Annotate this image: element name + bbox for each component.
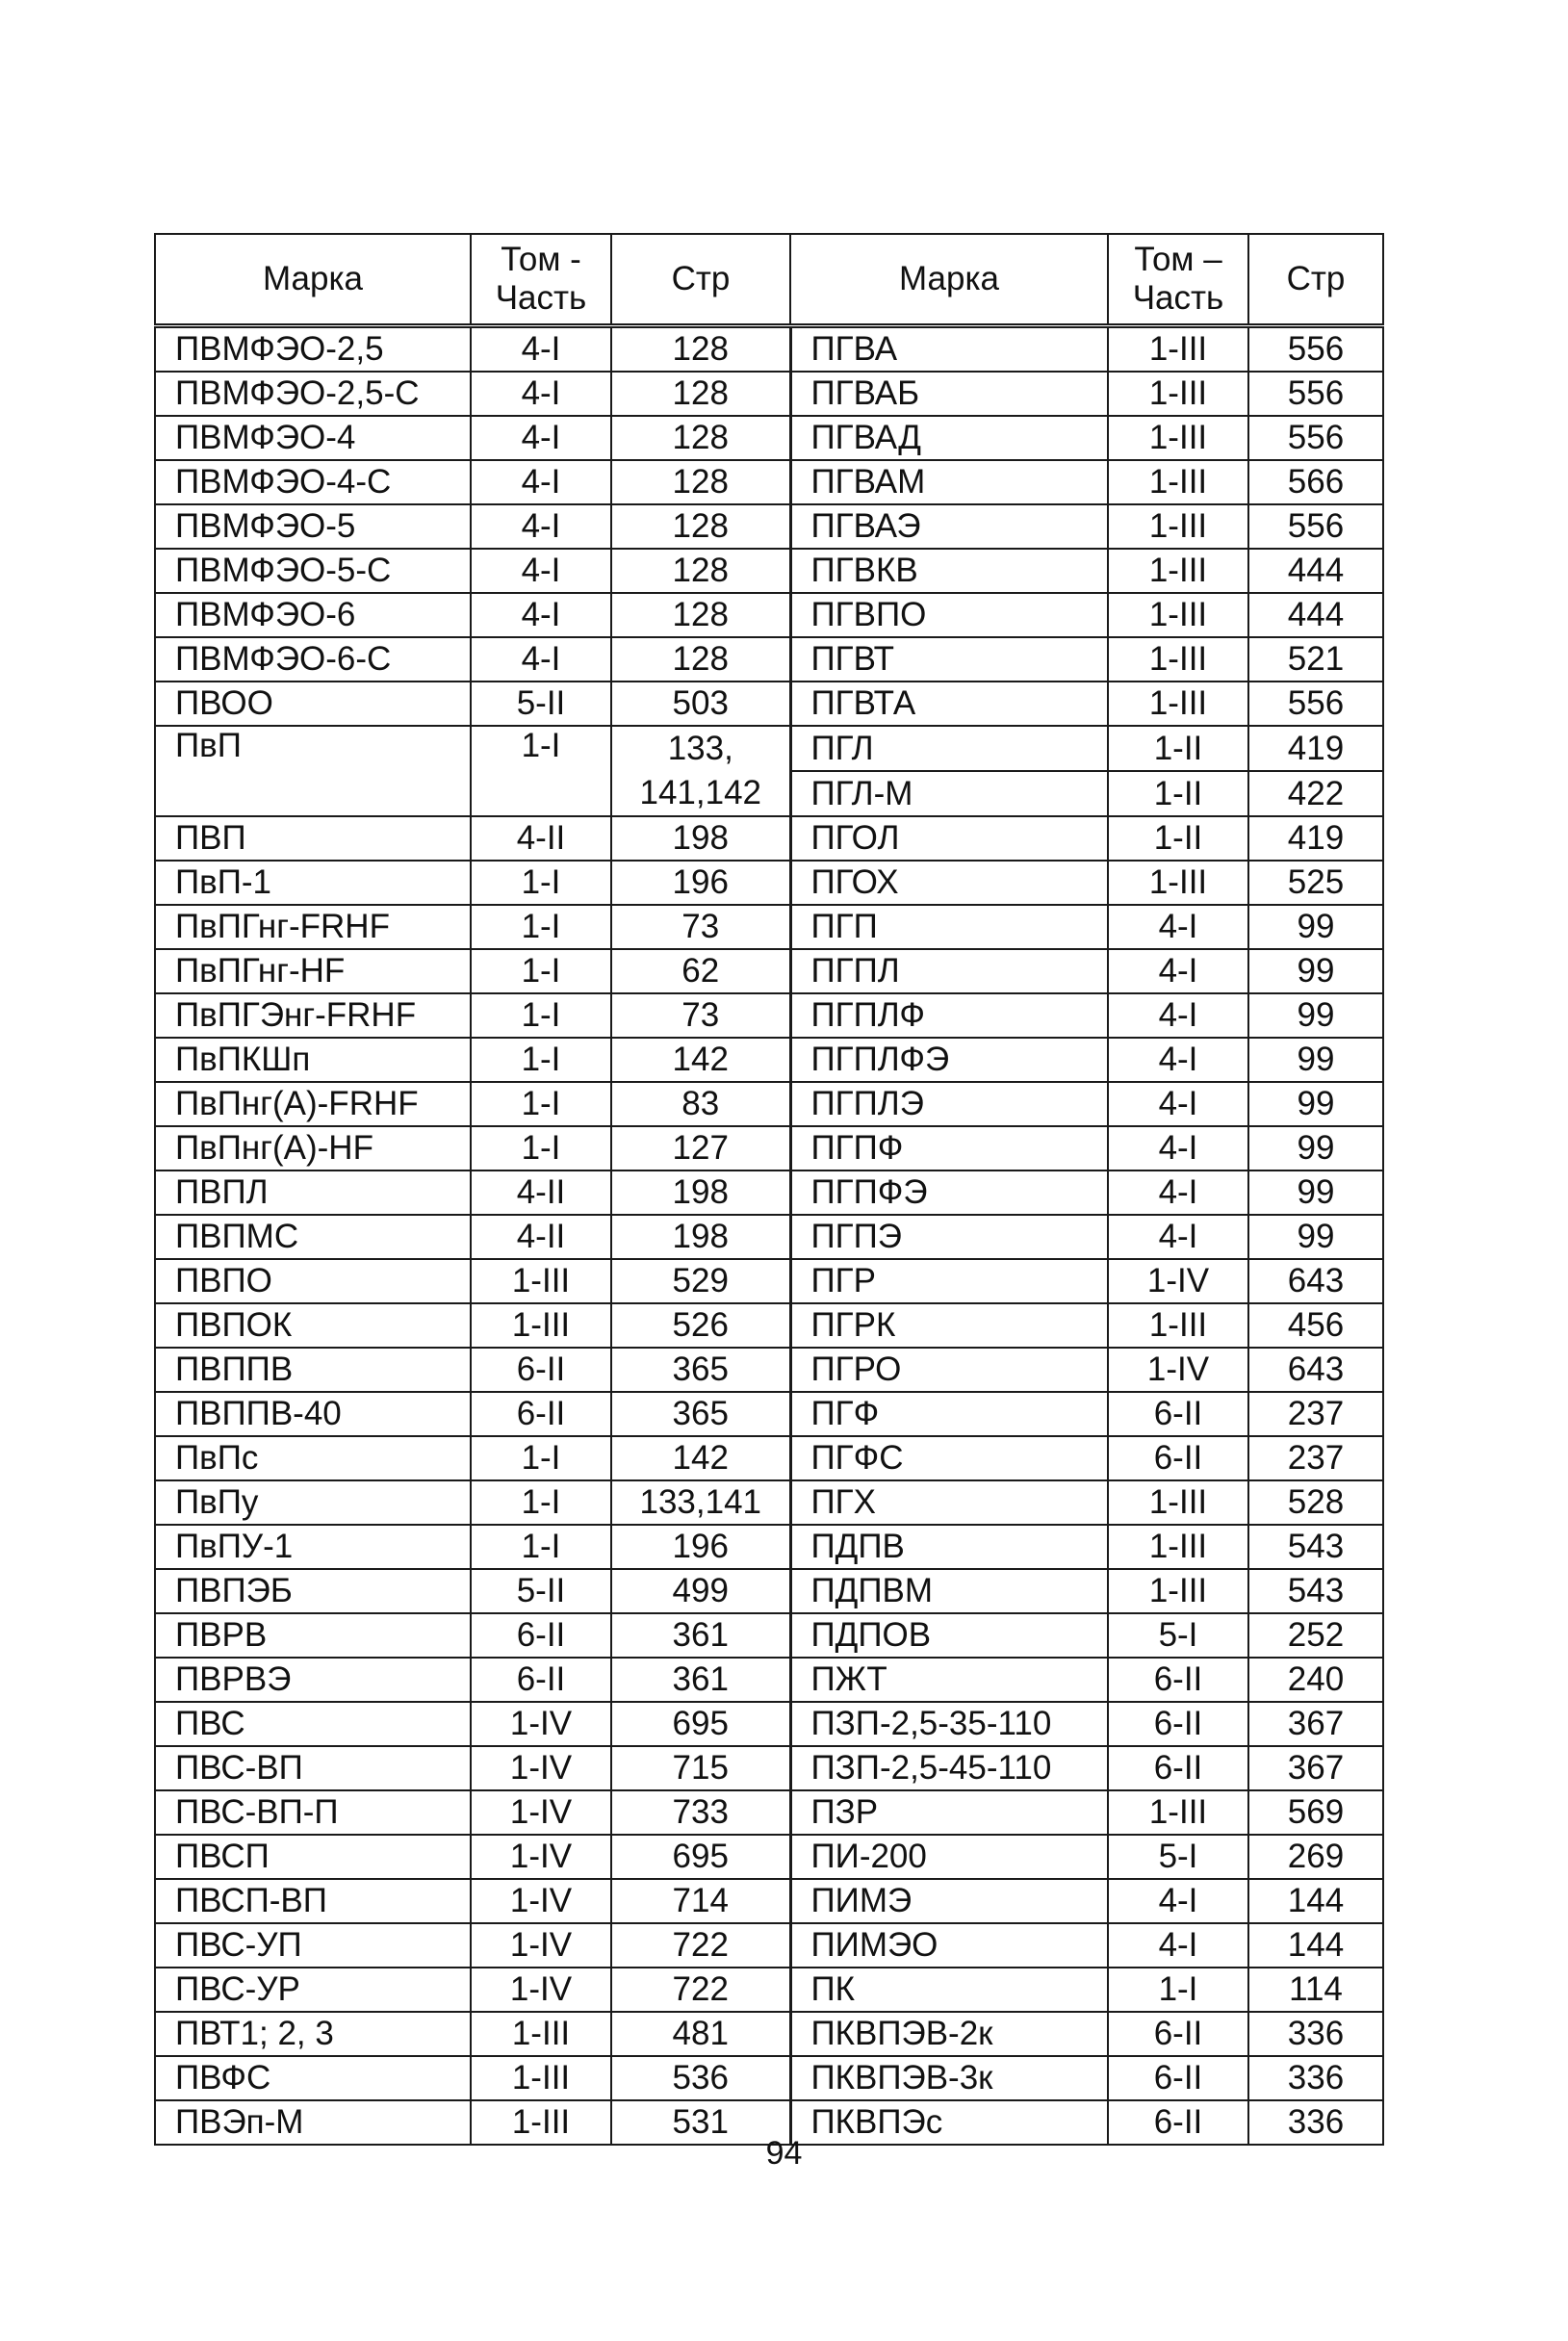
cell-marka-2: ПКВПЭВ-2к bbox=[790, 2012, 1108, 2056]
cell-marka: ПВМФЭО-6-С bbox=[155, 637, 471, 682]
cell-str: 127 bbox=[611, 1126, 790, 1170]
cell-marka-2: ПГРК bbox=[790, 1303, 1108, 1348]
cell-tom-chast-2: 4-I bbox=[1108, 1038, 1248, 1082]
cell-str-line: 141,142 bbox=[639, 774, 762, 811]
cell-str-2: 419 bbox=[1248, 726, 1383, 771]
cell-marka-2: ПГПЛЭ bbox=[790, 1082, 1108, 1126]
cell-tom-chast-2: 1-III bbox=[1108, 637, 1248, 682]
cell-tom-chast: 4-I bbox=[471, 593, 611, 637]
cell-tom-chast-2: 1-III bbox=[1108, 1303, 1248, 1348]
cell-marka: ПВМФЭО-6 bbox=[155, 593, 471, 637]
table-row bbox=[155, 1835, 1383, 1879]
cell-str-2: 99 bbox=[1248, 1038, 1383, 1082]
table-header bbox=[155, 234, 1383, 326]
cell-marka: ПВС-УР bbox=[155, 1968, 471, 2012]
cell-tom-chast: 5-II bbox=[471, 682, 611, 726]
cell-tom-chast: 6-II bbox=[471, 1392, 611, 1436]
cell-marka: ПВРВ bbox=[155, 1613, 471, 1658]
cell-tom-chast: 4-I bbox=[471, 460, 611, 504]
cell-tom-chast: 1-III bbox=[471, 1303, 611, 1348]
cell-marka: ПВМФЭО-5 bbox=[155, 504, 471, 549]
cell-tom-chast-2: 1-III bbox=[1108, 504, 1248, 549]
cell-str-2: 336 bbox=[1248, 2056, 1383, 2100]
cell-str: 73 bbox=[611, 993, 790, 1038]
table-row bbox=[155, 949, 1383, 993]
cell-tom-chast: 4-I bbox=[471, 326, 611, 373]
cell-tom-chast: 4-I bbox=[471, 637, 611, 682]
table-row bbox=[155, 1082, 1383, 1126]
table-row bbox=[155, 2012, 1383, 2056]
table-row bbox=[155, 1613, 1383, 1658]
cell-tom-chast-2: 5-I bbox=[1108, 1613, 1248, 1658]
table-row bbox=[155, 1259, 1383, 1303]
cell-tom-chast: 1-I bbox=[471, 726, 611, 816]
cell-marka-2: ПДПОВ bbox=[790, 1613, 1108, 1658]
cell-tom-chast-2: 6-II bbox=[1108, 1436, 1248, 1480]
cell-tom-chast: 4-II bbox=[471, 1215, 611, 1259]
table-row bbox=[155, 1790, 1383, 1835]
cell-tom-chast-2: 1-III bbox=[1108, 326, 1248, 373]
cell-str: 142 bbox=[611, 1436, 790, 1480]
cell-marka: ПВМФЭО-2,5-С bbox=[155, 372, 471, 416]
table-row bbox=[155, 416, 1383, 460]
cell-str: 198 bbox=[611, 1170, 790, 1215]
cell-marka-2: ПГР bbox=[790, 1259, 1108, 1303]
cell-tom-chast: 1-I bbox=[471, 861, 611, 905]
table-row bbox=[155, 816, 1383, 861]
cell-tom-chast-2: 1-III bbox=[1108, 682, 1248, 726]
col-header-chast-2: Часть bbox=[1132, 279, 1224, 317]
cell-str-2: 556 bbox=[1248, 372, 1383, 416]
cell-marka: ПВТ1; 2, 3 bbox=[155, 2012, 471, 2056]
cell-marka: ПВФС bbox=[155, 2056, 471, 2100]
cell-marka: ПвПГнг-HF bbox=[155, 949, 471, 993]
cell-str: 196 bbox=[611, 1525, 790, 1569]
table-row bbox=[155, 326, 1383, 373]
cell-tom-chast-2: 1-III bbox=[1108, 593, 1248, 637]
cell-str-2: 444 bbox=[1248, 593, 1383, 637]
cell-marka-2: ПГПЛФ bbox=[790, 993, 1108, 1038]
cell-marka: ПВС-ВП-П bbox=[155, 1790, 471, 1835]
cell-str: 128 bbox=[611, 416, 790, 460]
cell-str-2: 336 bbox=[1248, 2100, 1383, 2145]
cell-str: 128 bbox=[611, 549, 790, 593]
cell-tom-chast-2: 6-II bbox=[1108, 1658, 1248, 1702]
cell-str-2: 521 bbox=[1248, 637, 1383, 682]
cell-tom-chast: 4-I bbox=[471, 416, 611, 460]
table-row bbox=[155, 504, 1383, 549]
cell-str: 503 bbox=[611, 682, 790, 726]
cell-marka-2: ПГВАБ bbox=[790, 372, 1108, 416]
table-row bbox=[155, 1348, 1383, 1392]
cell-tom-chast: 6-II bbox=[471, 1348, 611, 1392]
cell-str-2: 422 bbox=[1248, 771, 1383, 816]
cell-tom-chast: 1-I bbox=[471, 905, 611, 949]
cell-marka: ПвПГЭнг-FRHF bbox=[155, 993, 471, 1038]
cell-marka-2: ПГОХ bbox=[790, 861, 1108, 905]
col-header-tom-chast bbox=[471, 234, 611, 326]
table-row bbox=[155, 1702, 1383, 1746]
cell-tom-chast: 1-I bbox=[471, 1082, 611, 1126]
cell-str-2: 99 bbox=[1248, 1126, 1383, 1170]
cell-marka: ПвПу bbox=[155, 1480, 471, 1525]
cell-tom-chast-2: 4-I bbox=[1108, 905, 1248, 949]
table-row bbox=[155, 1436, 1383, 1480]
cell-marka: ПВОО bbox=[155, 682, 471, 726]
cell-marka-2: ПГПЛ bbox=[790, 949, 1108, 993]
cell-tom-chast-2: 5-I bbox=[1108, 1835, 1248, 1879]
cell-marka: ПВПМС bbox=[155, 1215, 471, 1259]
cell-tom-chast: 1-IV bbox=[471, 1790, 611, 1835]
cell-tom-chast-2: 4-I bbox=[1108, 1215, 1248, 1259]
cell-str-2: 556 bbox=[1248, 326, 1383, 373]
table-row bbox=[155, 460, 1383, 504]
table-row bbox=[155, 1126, 1383, 1170]
cell-str-2: 367 bbox=[1248, 1746, 1383, 1790]
cell-marka-2: ПИМЭО bbox=[790, 1923, 1108, 1968]
cell-marka-2: ПГВКВ bbox=[790, 549, 1108, 593]
table-row bbox=[155, 1215, 1383, 1259]
cell-marka-2: ПГРО bbox=[790, 1348, 1108, 1392]
table-row bbox=[155, 993, 1383, 1038]
cell-tom-chast-2: 6-II bbox=[1108, 2012, 1248, 2056]
cell-tom-chast-2: 1-IV bbox=[1108, 1259, 1248, 1303]
cell-marka: ПВЭп-М bbox=[155, 2100, 471, 2145]
cell-str-2: 99 bbox=[1248, 905, 1383, 949]
cell-marka-2: ПГВТ bbox=[790, 637, 1108, 682]
cell-tom-chast: 1-I bbox=[471, 1038, 611, 1082]
cell-marka-2: ПГВТА bbox=[790, 682, 1108, 726]
cell-marka-2: ПГПФЭ bbox=[790, 1170, 1108, 1215]
cell-str: 526 bbox=[611, 1303, 790, 1348]
cell-tom-chast-2: 1-III bbox=[1108, 1790, 1248, 1835]
cell-str: 128 bbox=[611, 326, 790, 373]
table-row bbox=[155, 1303, 1383, 1348]
cell-str-2: 556 bbox=[1248, 416, 1383, 460]
cell-tom-chast-2: 1-III bbox=[1108, 1525, 1248, 1569]
cell-tom-chast-2: 6-II bbox=[1108, 2100, 1248, 2145]
cell-str: 499 bbox=[611, 1569, 790, 1613]
cell-marka-2: ПИМЭ bbox=[790, 1879, 1108, 1923]
cell-str: 128 bbox=[611, 372, 790, 416]
col-header-tom-chast-2 bbox=[1108, 234, 1248, 326]
cell-str-2: 144 bbox=[1248, 1923, 1383, 1968]
cell-str-2: 525 bbox=[1248, 861, 1383, 905]
cell-str-2: 269 bbox=[1248, 1835, 1383, 1879]
cell-str: 361 bbox=[611, 1658, 790, 1702]
cell-str-2: 543 bbox=[1248, 1569, 1383, 1613]
cell-tom-chast: 5-II bbox=[471, 1569, 611, 1613]
cell-marka: ПВСП bbox=[155, 1835, 471, 1879]
cell-tom-chast-2: 1-III bbox=[1108, 1480, 1248, 1525]
cell-marka-2: ПГП bbox=[790, 905, 1108, 949]
cell-tom-chast-2: 1-II bbox=[1108, 816, 1248, 861]
cell-tom-chast-2: 1-III bbox=[1108, 372, 1248, 416]
cell-tom-chast: 1-IV bbox=[471, 1702, 611, 1746]
cell-str: 128 bbox=[611, 460, 790, 504]
cell-tom-chast: 4-I bbox=[471, 504, 611, 549]
cell-tom-chast-2: 1-III bbox=[1108, 549, 1248, 593]
cell-marka: ПВС-УП bbox=[155, 1923, 471, 1968]
col-header-marka-2: Марка bbox=[790, 234, 1108, 326]
table-body bbox=[155, 326, 1383, 2146]
cell-tom-chast: 1-III bbox=[471, 1259, 611, 1303]
table-row bbox=[155, 1746, 1383, 1790]
table-row bbox=[155, 726, 1383, 771]
cell-tom-chast-2: 4-I bbox=[1108, 993, 1248, 1038]
cell-str-2: 336 bbox=[1248, 2012, 1383, 2056]
cell-str-2: 569 bbox=[1248, 1790, 1383, 1835]
cell-marka: ПВПОК bbox=[155, 1303, 471, 1348]
cell-str: 196 bbox=[611, 861, 790, 905]
cell-str: 536 bbox=[611, 2056, 790, 2100]
cell-tom-chast-2: 4-I bbox=[1108, 1170, 1248, 1215]
cell-tom-chast: 4-I bbox=[471, 372, 611, 416]
cell-str-2: 144 bbox=[1248, 1879, 1383, 1923]
cell-marka-2: ПГЛ-М bbox=[790, 771, 1108, 816]
cell-marka: ПВМФЭО-4 bbox=[155, 416, 471, 460]
cell-marka-2: ПГЛ bbox=[790, 726, 1108, 771]
cell-tom-chast-2: 6-II bbox=[1108, 1746, 1248, 1790]
table-row bbox=[155, 1038, 1383, 1082]
cell-str: 481 bbox=[611, 2012, 790, 2056]
cell-tom-chast: 1-III bbox=[471, 2100, 611, 2145]
table-row bbox=[155, 593, 1383, 637]
cell-str-2: 99 bbox=[1248, 993, 1383, 1038]
cell-tom-chast: 1-I bbox=[471, 1480, 611, 1525]
cell-str-2: 367 bbox=[1248, 1702, 1383, 1746]
page-number: 94 bbox=[765, 2135, 803, 2172]
cell-marka: ПвП bbox=[155, 726, 471, 816]
cell-marka: ПВМФЭО-5-С bbox=[155, 549, 471, 593]
cell-str: 361 bbox=[611, 1613, 790, 1658]
cell-str-2: 556 bbox=[1248, 682, 1383, 726]
cell-marka-2: ПГПЛФЭ bbox=[790, 1038, 1108, 1082]
table-row bbox=[155, 905, 1383, 949]
cell-tom-chast-2: 4-I bbox=[1108, 1126, 1248, 1170]
cell-tom-chast-2: 4-I bbox=[1108, 949, 1248, 993]
cell-str: 73 bbox=[611, 905, 790, 949]
cell-str: 695 bbox=[611, 1835, 790, 1879]
cell-str-2: 237 bbox=[1248, 1392, 1383, 1436]
cell-str-2: 543 bbox=[1248, 1525, 1383, 1569]
cell-tom-chast-2: 4-I bbox=[1108, 1923, 1248, 1968]
cell-marka-2: ПЗП-2,5-35-110 bbox=[790, 1702, 1108, 1746]
cell-marka: ПВПЭБ bbox=[155, 1569, 471, 1613]
cell-marka-2: ПИ-200 bbox=[790, 1835, 1108, 1879]
cell-tom-chast: 6-II bbox=[471, 1613, 611, 1658]
cell-tom-chast-2: 4-I bbox=[1108, 1879, 1248, 1923]
cell-str: 128 bbox=[611, 637, 790, 682]
cell-tom-chast-2: 1-I bbox=[1108, 1968, 1248, 2012]
cell-tom-chast: 4-II bbox=[471, 1170, 611, 1215]
cell-str-2: 444 bbox=[1248, 549, 1383, 593]
cell-str-2: 556 bbox=[1248, 504, 1383, 549]
cell-str-2: 114 bbox=[1248, 1968, 1383, 2012]
cell-str-2: 566 bbox=[1248, 460, 1383, 504]
cell-tom-chast: 1-III bbox=[471, 2012, 611, 2056]
cell-marka: ПвПКШп bbox=[155, 1038, 471, 1082]
cell-str-2: 528 bbox=[1248, 1480, 1383, 1525]
cell-str: 714 bbox=[611, 1879, 790, 1923]
cell-tom-chast: 1-IV bbox=[471, 1923, 611, 1968]
cell-marka: ПВМФЭО-4-С bbox=[155, 460, 471, 504]
cell-tom-chast: 1-IV bbox=[471, 1968, 611, 2012]
cell-str: 62 bbox=[611, 949, 790, 993]
table-row bbox=[155, 1879, 1383, 1923]
table-row bbox=[155, 549, 1383, 593]
cell-marka: ПВППВ-40 bbox=[155, 1392, 471, 1436]
cell-str: 715 bbox=[611, 1746, 790, 1790]
table-row bbox=[155, 682, 1383, 726]
cell-str-2: 643 bbox=[1248, 1259, 1383, 1303]
cell-str: 128 bbox=[611, 593, 790, 637]
cell-marka: ПвПУ-1 bbox=[155, 1525, 471, 1569]
cell-str-line: 133, bbox=[667, 730, 733, 767]
cell-marka-2: ПГВАД bbox=[790, 416, 1108, 460]
cell-marka: ПвПнг(А)-HF bbox=[155, 1126, 471, 1170]
cell-str: 198 bbox=[611, 1215, 790, 1259]
cell-tom-chast: 1-IV bbox=[471, 1835, 611, 1879]
cell-marka: ПВПО bbox=[155, 1259, 471, 1303]
cell-marka: ПВС-ВП bbox=[155, 1746, 471, 1790]
cell-str: 142 bbox=[611, 1038, 790, 1082]
cell-tom-chast-2: 6-II bbox=[1108, 1702, 1248, 1746]
cell-tom-chast: 1-I bbox=[471, 1525, 611, 1569]
table-row bbox=[155, 1923, 1383, 1968]
cell-str: 133,141 bbox=[611, 1480, 790, 1525]
index-table bbox=[154, 233, 1384, 2146]
col-header-str: Стр bbox=[611, 234, 790, 326]
cell-marka: ПвПс bbox=[155, 1436, 471, 1480]
cell-tom-chast-2: 1-II bbox=[1108, 726, 1248, 771]
cell-marka-2: ПГОЛ bbox=[790, 816, 1108, 861]
cell-tom-chast: 1-I bbox=[471, 993, 611, 1038]
cell-str: 83 bbox=[611, 1082, 790, 1126]
cell-str: 198 bbox=[611, 816, 790, 861]
cell-marka-2: ПГВПО bbox=[790, 593, 1108, 637]
cell-str: 722 bbox=[611, 1968, 790, 2012]
table-row bbox=[155, 372, 1383, 416]
cell-str: 531 bbox=[611, 2100, 790, 2145]
cell-marka: ПвП-1 bbox=[155, 861, 471, 905]
cell-str: 695 bbox=[611, 1702, 790, 1746]
cell-marka-2: ПКВПЭВ-3к bbox=[790, 2056, 1108, 2100]
cell-tom-chast-2: 1-II bbox=[1108, 771, 1248, 816]
cell-str: 722 bbox=[611, 1923, 790, 1968]
table-row bbox=[155, 1658, 1383, 1702]
cell-marka-2: ПК bbox=[790, 1968, 1108, 2012]
cell-tom-chast-2: 6-II bbox=[1108, 2056, 1248, 2100]
cell-tom-chast-2: 6-II bbox=[1108, 1392, 1248, 1436]
cell-str-2: 237 bbox=[1248, 1436, 1383, 1480]
cell-str bbox=[611, 726, 790, 816]
cell-str: 128 bbox=[611, 504, 790, 549]
cell-tom-chast-2: 1-III bbox=[1108, 1569, 1248, 1613]
cell-str-2: 99 bbox=[1248, 1170, 1383, 1215]
cell-marka: ПвПГнг-FRHF bbox=[155, 905, 471, 949]
cell-tom-chast: 1-I bbox=[471, 1126, 611, 1170]
table-row bbox=[155, 637, 1383, 682]
cell-str-2: 252 bbox=[1248, 1613, 1383, 1658]
cell-str-2: 456 bbox=[1248, 1303, 1383, 1348]
cell-tom-chast: 6-II bbox=[471, 1658, 611, 1702]
cell-tom-chast: 1-I bbox=[471, 949, 611, 993]
cell-marka-2: ПГВАЭ bbox=[790, 504, 1108, 549]
cell-marka: ПВС bbox=[155, 1702, 471, 1746]
cell-marka: ПВСП-ВП bbox=[155, 1879, 471, 1923]
cell-marka-2: ПДПВ bbox=[790, 1525, 1108, 1569]
cell-marka: ПВП bbox=[155, 816, 471, 861]
cell-marka-2: ПГПЭ bbox=[790, 1215, 1108, 1259]
col-header-str-2: Стр bbox=[1248, 234, 1383, 326]
cell-marka-2: ПЗР bbox=[790, 1790, 1108, 1835]
cell-tom-chast: 1-IV bbox=[471, 1879, 611, 1923]
cell-tom-chast: 1-IV bbox=[471, 1746, 611, 1790]
cell-str: 365 bbox=[611, 1348, 790, 1392]
cell-str-2: 419 bbox=[1248, 816, 1383, 861]
cell-tom-chast: 4-I bbox=[471, 549, 611, 593]
cell-marka-2: ПЖТ bbox=[790, 1658, 1108, 1702]
cell-str-2: 99 bbox=[1248, 949, 1383, 993]
cell-tom-chast-2: 1-III bbox=[1108, 460, 1248, 504]
cell-marka-2: ПГПФ bbox=[790, 1126, 1108, 1170]
table-row bbox=[155, 1480, 1383, 1525]
cell-str-2: 240 bbox=[1248, 1658, 1383, 1702]
table-row bbox=[155, 2056, 1383, 2100]
cell-tom-chast: 1-I bbox=[471, 1436, 611, 1480]
cell-marka: ПВМФЭО-2,5 bbox=[155, 326, 471, 373]
table-row bbox=[155, 1525, 1383, 1569]
table-row bbox=[155, 1968, 1383, 2012]
col-header-chast: Часть bbox=[495, 279, 587, 317]
col-header-marka: Марка bbox=[155, 234, 471, 326]
cell-marka-2: ПГВА bbox=[790, 326, 1108, 373]
cell-str-2: 99 bbox=[1248, 1215, 1383, 1259]
cell-str: 733 bbox=[611, 1790, 790, 1835]
cell-marka-2: ПГВАМ bbox=[790, 460, 1108, 504]
cell-marka: ПВППВ bbox=[155, 1348, 471, 1392]
cell-tom-chast-2: 1-III bbox=[1108, 416, 1248, 460]
cell-marka: ПвПнг(А)-FRHF bbox=[155, 1082, 471, 1126]
table-row bbox=[155, 1392, 1383, 1436]
cell-marka: ПВПЛ bbox=[155, 1170, 471, 1215]
cell-str-2: 99 bbox=[1248, 1082, 1383, 1126]
table-row bbox=[155, 861, 1383, 905]
cell-tom-chast-2: 1-III bbox=[1108, 861, 1248, 905]
cell-marka-2: ПЗП-2,5-45-110 bbox=[790, 1746, 1108, 1790]
col-header-tom: Том - bbox=[501, 241, 581, 278]
cell-marka: ПВРВЭ bbox=[155, 1658, 471, 1702]
cell-tom-chast-2: 1-IV bbox=[1108, 1348, 1248, 1392]
cell-str: 365 bbox=[611, 1392, 790, 1436]
cell-marka-2: ПКВПЭс bbox=[790, 2100, 1108, 2145]
cell-tom-chast-2: 4-I bbox=[1108, 1082, 1248, 1126]
cell-str: 529 bbox=[611, 1259, 790, 1303]
cell-marka-2: ПГФ bbox=[790, 1392, 1108, 1436]
table-row bbox=[155, 1569, 1383, 1613]
cell-marka-2: ПДПВМ bbox=[790, 1569, 1108, 1613]
cell-marka-2: ПГХ bbox=[790, 1480, 1108, 1525]
cell-tom-chast: 4-II bbox=[471, 816, 611, 861]
col-header-tom-2: Том – bbox=[1134, 241, 1222, 278]
cell-str-2: 643 bbox=[1248, 1348, 1383, 1392]
cell-tom-chast: 1-III bbox=[471, 2056, 611, 2100]
cell-marka-2: ПГФС bbox=[790, 1436, 1108, 1480]
table-row bbox=[155, 1170, 1383, 1215]
